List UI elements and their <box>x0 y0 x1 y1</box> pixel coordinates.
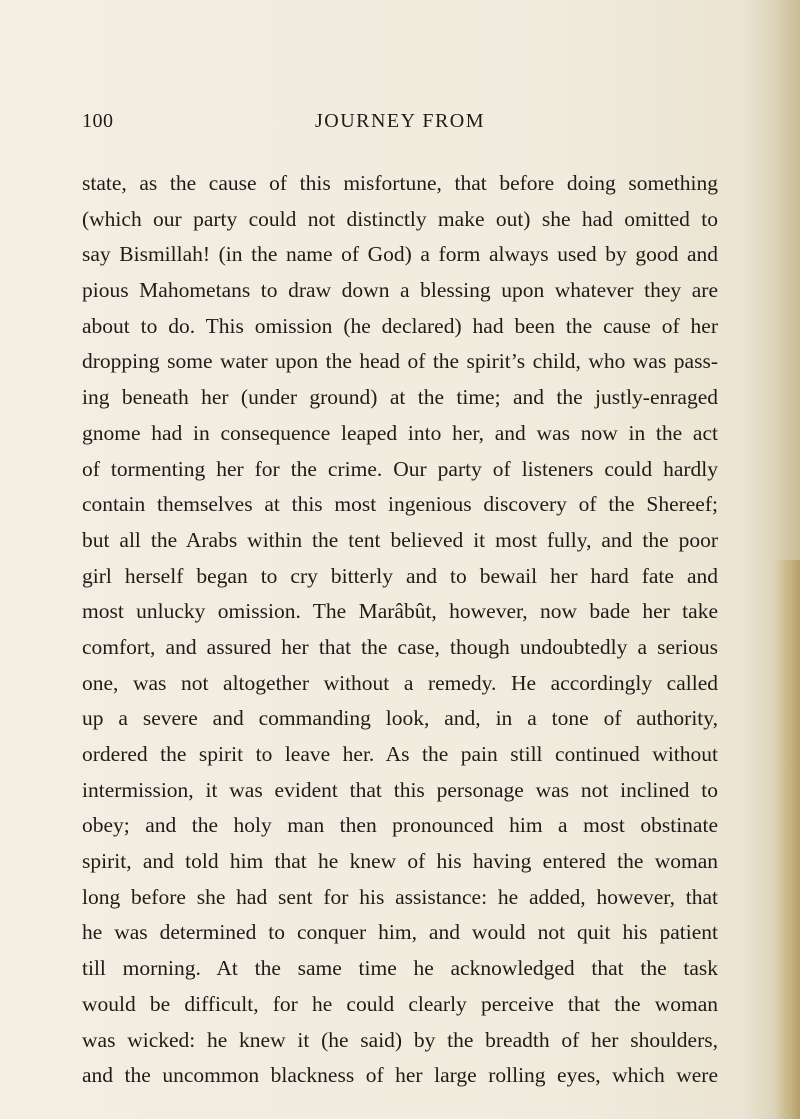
running-head: JOURNEY FROM <box>314 110 486 132</box>
text-line: state, as the cause of this misfortune, that before doing something <box>82 171 718 195</box>
text-line: pious Mahometans to draw down a blessing upon whatever they are <box>82 278 718 303</box>
text-line: (which our party could not distinctly make out) she had omitted to <box>82 206 718 231</box>
text-line: spirit, and told him that he knew of his having entered the woman <box>82 849 718 874</box>
text-line: up a severe and commanding look, and, in a tone of authority, <box>82 706 718 731</box>
body-text <box>82 166 718 1094</box>
text-line: of tormenting her for the crime. Our party of listeners could hardly <box>82 456 718 481</box>
text-line: was wicked: he knew it (he said) by the breadth of her shoulders, <box>82 1027 718 1052</box>
text-line: contain themselves at this most ingenious discovery of the Shereef; <box>82 492 718 517</box>
text-line: one, was not altogether without a remedy. He accordingly called <box>82 670 718 695</box>
text-line: gnome had in consequence leaped into her, and was now in the act <box>82 420 718 445</box>
page-edge-stain <box>774 560 800 1119</box>
text-line: and the uncommon blackness of her large rolling eyes, which were <box>82 1063 718 1088</box>
text-line: but all the Arabs within the tent believed it most fully, and the poor <box>82 527 718 552</box>
text-line: obey; and the holy man then pronounced him a most obstinate <box>82 813 718 838</box>
text-line: he was determined to conquer him, and would not quit his patient <box>82 920 718 945</box>
text-line: dropping some water upon the head of the spirit’s child, who was pass- <box>82 349 718 374</box>
text-line: ing beneath her (under ground) at the time; and the justly-enraged <box>82 385 718 410</box>
text-line: ordered the spirit to leave her. As the pain still continued without <box>82 742 718 766</box>
text-line: about to do. This omission (he declared) had been the cause of her <box>82 313 718 338</box>
text-line: till morning. At the same time he acknowledged that the task <box>82 956 718 981</box>
text-line: intermission, it was evident that this personage was not inclined to <box>82 777 718 802</box>
text-line: say Bismillah! (in the name of God) a form always used by good and <box>82 242 718 267</box>
text-line: long before she had sent for his assistance: he added, however, that <box>82 884 718 909</box>
page-number: 100 <box>82 110 114 132</box>
text-line: would be difficult, for he could clearly perceive that the woman <box>82 991 718 1016</box>
page-header <box>82 110 718 140</box>
text-line: girl herself began to cry bitterly and to bewail her hard fate and <box>82 563 718 588</box>
text-line: most unlucky omission. The Marâbût, however, now bade her take <box>82 599 718 624</box>
text-line: comfort, and assured her that the case, though undoubtedly a serious <box>82 634 718 659</box>
